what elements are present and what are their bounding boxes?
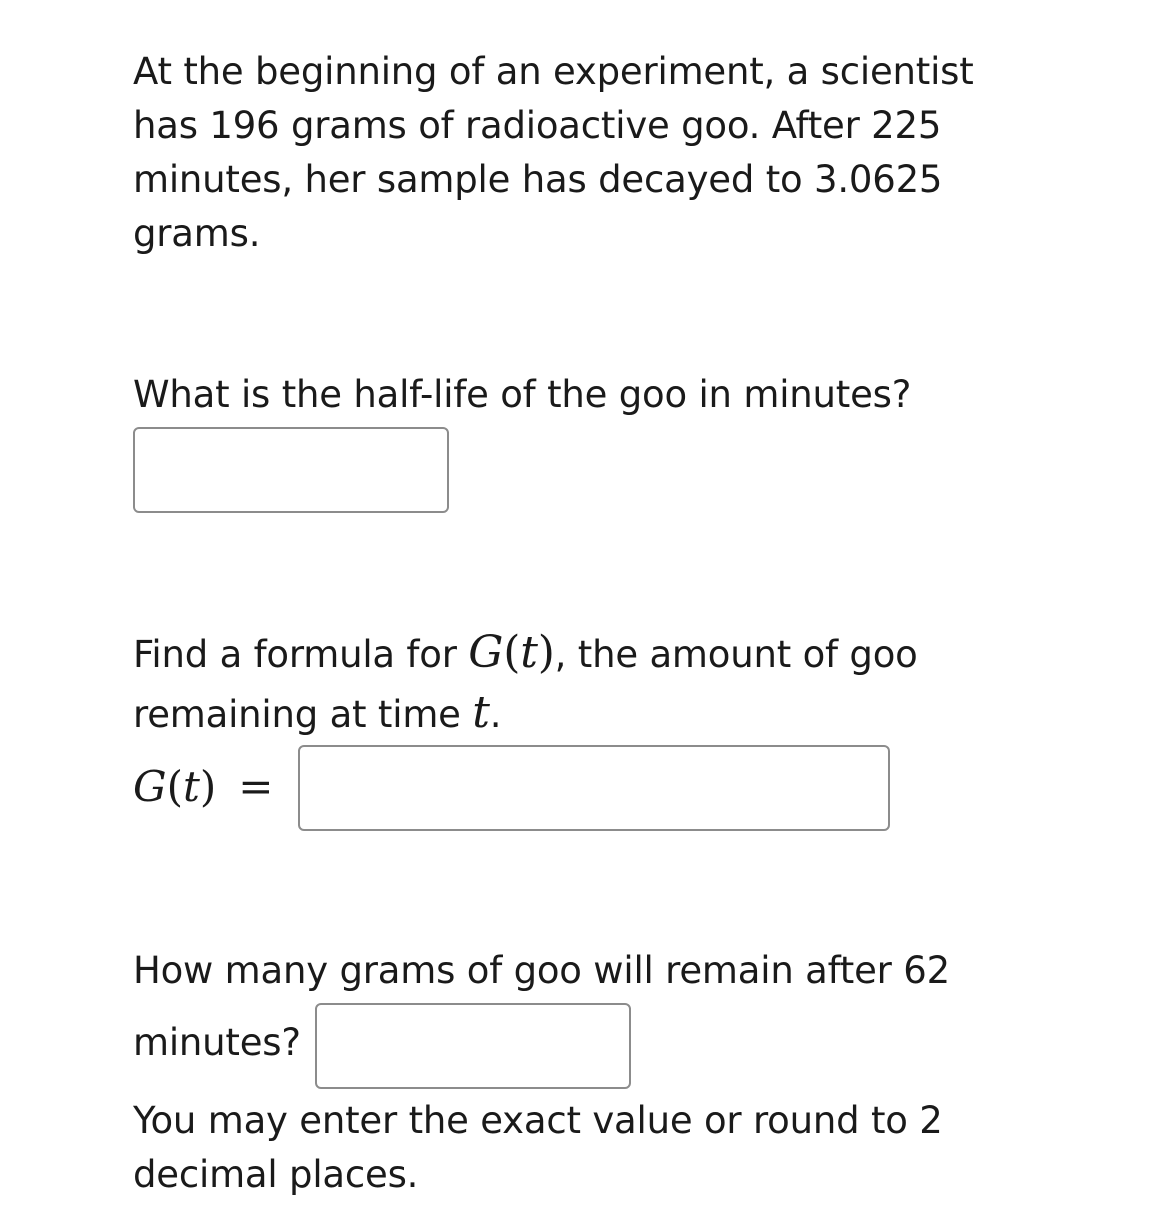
- math-paren-open: (: [503, 627, 521, 678]
- question-formula-suffix: , the amount of goo: [554, 633, 918, 676]
- problem-intro-line-1: At the beginning of an experiment, a scientist: [133, 50, 974, 93]
- problem-intro-line-4: grams.: [133, 212, 261, 255]
- question-formula-line2-suffix: .: [489, 693, 502, 736]
- question-half-life-text: What is the half-life of the goo in minutes?: [133, 373, 912, 416]
- half-life-answer-input[interactable]: [133, 427, 449, 513]
- eq-paren-close: ): [199, 762, 217, 811]
- eq-func-name: G: [133, 762, 167, 811]
- rounding-note-line-2: decimal places.: [133, 1153, 419, 1196]
- math-variable-inline: t: [472, 687, 490, 738]
- question-remaining-line-2: minutes?: [133, 1021, 301, 1064]
- formula-inline-math: [468, 627, 554, 678]
- problem-intro-line-3: minutes, her sample has decayed to 3.0625: [133, 158, 943, 201]
- eq-equals-sign: =: [238, 762, 274, 811]
- question-formula-line2-prefix: remaining at time: [133, 693, 461, 736]
- question-remaining-line-1: How many grams of goo will remain after 62: [133, 949, 950, 992]
- math-variable: t: [520, 627, 538, 678]
- question-formula-prefix: Find a formula for: [133, 633, 457, 676]
- rounding-note-line-1: You may enter the exact value or round to 2: [133, 1099, 943, 1142]
- question-formula-line-1: [133, 626, 918, 682]
- problem-intro-line-2: has 196 grams of radioactive goo. After 225: [133, 104, 942, 147]
- eq-variable: t: [182, 762, 200, 811]
- eq-paren-open: (: [166, 762, 183, 811]
- formula-answer-input[interactable]: [298, 745, 890, 831]
- formula-equation-label: [133, 760, 273, 814]
- math-paren-close: ): [537, 627, 555, 678]
- remaining-grams-answer-input[interactable]: [315, 1003, 631, 1089]
- question-formula-line-2: [133, 686, 501, 742]
- math-func-name: G: [468, 627, 504, 678]
